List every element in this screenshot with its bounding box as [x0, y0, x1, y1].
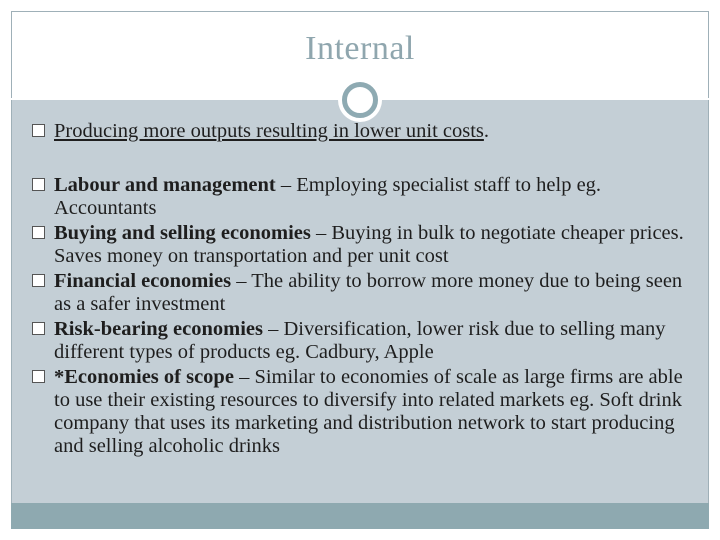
slide-title: Internal: [305, 30, 415, 67]
bullet-term: Risk-bearing economies: [54, 318, 263, 340]
bullet-term: Financial economies: [54, 270, 232, 292]
bullet-description: – The ability to borrow more money due to being seen as a safer investment: [54, 270, 683, 315]
list-item: [32, 270, 692, 316]
bullet-description: – Buying in bulk to negotiate cheaper prices. Saves money on transportation and per unit cost: [54, 222, 684, 267]
bullet-description: – Similar to economies of scale as large firms are able to use their existing resources to diversify into related markets eg. Soft drink company that uses its marketing and distribution network to start producing and selling alcoholic drinks: [54, 366, 683, 457]
checkbox-bullet-icon: [32, 226, 45, 239]
list-item: [32, 222, 692, 268]
intro-bullet: [32, 120, 692, 143]
bullet-term: *Economies of scope: [54, 366, 234, 388]
checkbox-bullet-icon: [32, 322, 45, 335]
bullet-description: – Employing specialist staff to help eg. Accountants: [54, 174, 602, 219]
footer-band: [11, 503, 709, 529]
ring-ornament-icon: [342, 82, 378, 118]
bullet-description: – Diversification, lower risk due to selling many different types of products eg. Cadbury, Apple: [54, 318, 666, 363]
list-item: [32, 318, 692, 364]
list-item: [32, 366, 692, 458]
intro-text: Producing more outputs resulting in lower unit costs: [54, 120, 484, 142]
slide-body: [32, 120, 692, 460]
bullet-term: Buying and selling economies: [54, 222, 311, 244]
list-item: [32, 174, 692, 220]
checkbox-bullet-icon: [32, 124, 45, 137]
checkbox-bullet-icon: [32, 370, 45, 383]
bullet-term: Labour and management: [54, 174, 276, 196]
intro-period: .: [483, 120, 490, 142]
checkbox-bullet-icon: [32, 274, 45, 287]
checkbox-bullet-icon: [32, 178, 45, 191]
